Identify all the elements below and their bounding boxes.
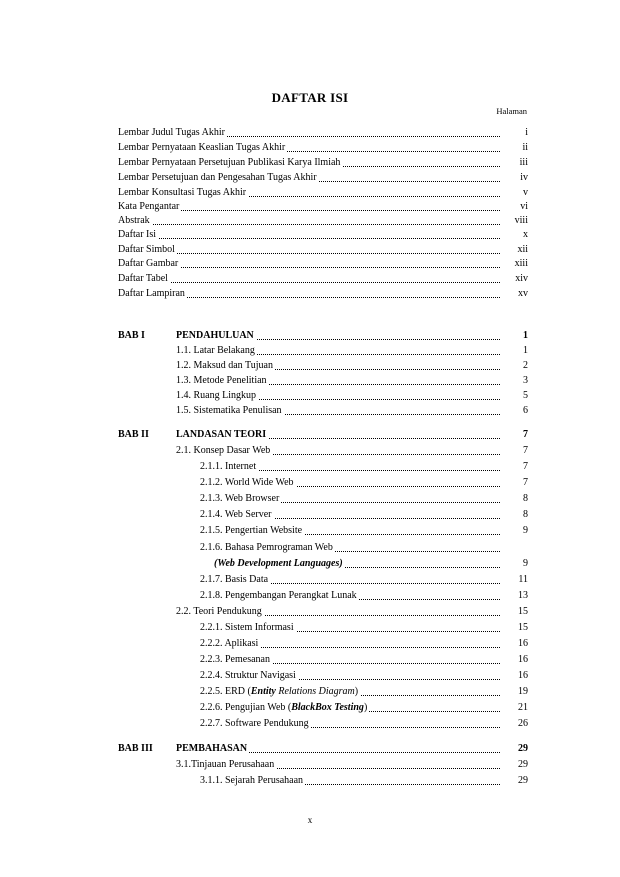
- toc-entry-page: v: [523, 187, 528, 198]
- toc-entry-label: Daftar Simbol: [118, 244, 175, 255]
- toc-entry[interactable]: [118, 589, 528, 603]
- leader-dots: [118, 238, 500, 239]
- toc-entry[interactable]: [118, 492, 528, 506]
- toc-entry-page: 15: [518, 622, 528, 633]
- toc-entry-label: 1.3. Metode Penelitian: [176, 375, 267, 386]
- toc-entry-page: 7: [523, 445, 528, 456]
- toc-entry[interactable]: [118, 156, 528, 170]
- toc-entry-label: Lembar Konsultasi Tugas Akhir: [118, 187, 247, 198]
- toc-entry[interactable]: [118, 404, 528, 418]
- toc-entry-page: 9: [523, 525, 528, 536]
- leader-dots: [118, 224, 500, 225]
- toc-entry-page: i: [525, 127, 528, 138]
- toc-entry-page: 29: [518, 759, 528, 770]
- toc-entry-label: Daftar Lampiran: [118, 288, 185, 299]
- toc-entry-label: 1.1. Latar Belakang: [176, 345, 255, 356]
- toc-entry-label: 2.1.3. Web Browser: [200, 493, 280, 504]
- halaman-label: Halaman: [496, 106, 527, 116]
- toc-entry-label: 2.2.7. Software Pendukung: [200, 718, 309, 729]
- toc-entry-label: 1.2. Maksud dan Tujuan: [176, 360, 273, 371]
- toc-entry-page: 7: [523, 477, 528, 488]
- toc-entry-page: viii: [514, 215, 528, 226]
- toc-entry-label: Daftar Gambar: [118, 258, 179, 269]
- toc-entry[interactable]: [118, 524, 528, 538]
- chapter-heading[interactable]: [118, 329, 528, 343]
- chapter-heading[interactable]: [118, 742, 528, 756]
- toc-entry-label: Daftar Tabel: [118, 273, 168, 284]
- toc-entry-page: 1: [523, 345, 528, 356]
- toc-entry-label: 3.1.Tinjauan Perusahaan: [176, 759, 275, 770]
- toc-entry[interactable]: [118, 359, 528, 373]
- toc-entry-label: 2.2.6. Pengujian Web (BlackBox Testing): [200, 702, 368, 713]
- toc-entry-page: 8: [523, 509, 528, 520]
- toc-entry[interactable]: [118, 141, 528, 155]
- toc-entry-label: 2.1.8. Pengembangan Perangkat Lunak: [200, 590, 357, 601]
- chapter-number: BAB I: [118, 330, 145, 341]
- toc-entry[interactable]: [118, 389, 528, 403]
- toc-entry-label: 2.1. Konsep Dasar Web: [176, 445, 271, 456]
- toc-entry[interactable]: [118, 701, 528, 715]
- toc-entry-label: Lembar Pernyataan Keaslian Tugas Akhir: [118, 142, 286, 153]
- chapter-title: LANDASAN TEORI: [176, 429, 267, 440]
- chapter-title: PENDAHULUAN: [176, 330, 254, 341]
- toc-entry[interactable]: [118, 476, 528, 490]
- toc-entry-page: xiii: [514, 258, 528, 269]
- toc-entry-label: 2.2.3. Pemesanan: [200, 654, 270, 665]
- toc-entry[interactable]: [118, 171, 528, 185]
- toc-entry[interactable]: [118, 374, 528, 388]
- toc-entry[interactable]: [118, 758, 528, 772]
- toc-entry-label: Lembar Persetujuan dan Pengesahan Tugas Akhir: [118, 172, 317, 183]
- toc-entry[interactable]: [118, 214, 528, 228]
- toc-entry-label: 2.1.5. Pengertian Website: [200, 525, 303, 536]
- toc-entry-label: 2.1.4. Web Server: [200, 509, 272, 520]
- toc-entry-page: 13: [518, 590, 528, 601]
- toc-entry-page: 6: [523, 405, 528, 416]
- toc-entry[interactable]: [118, 272, 528, 286]
- toc-entry-label: 1.5. Sistematika Penulisan: [176, 405, 282, 416]
- toc-entry[interactable]: [118, 228, 528, 242]
- toc-entry[interactable]: [118, 685, 528, 699]
- page-title: DAFTAR ISI: [271, 90, 349, 105]
- toc-entry[interactable]: [118, 541, 528, 555]
- toc-entry[interactable]: [118, 460, 528, 474]
- toc-entry[interactable]: [118, 605, 528, 619]
- toc-entry[interactable]: [118, 774, 528, 788]
- toc-entry[interactable]: [118, 653, 528, 667]
- toc-entry-label: 2.1.1. Internet: [200, 461, 257, 472]
- toc-entry-label: 2.2.5. ERD (Entity Relations Diagram): [200, 686, 359, 697]
- toc-entry-page: xv: [518, 288, 528, 299]
- chapter-number: BAB II: [118, 429, 149, 440]
- toc-entry-page: xii: [517, 244, 528, 255]
- toc-entry[interactable]: [118, 557, 528, 571]
- chapter-number: BAB III: [118, 743, 153, 754]
- toc-entry-page: vi: [520, 201, 528, 212]
- toc-entry-page: 21: [518, 702, 528, 713]
- page-number-footer: x: [307, 815, 313, 825]
- toc-entry-label: Lembar Pernyataan Persetujuan Publikasi Karya Ilmiah: [118, 157, 341, 168]
- toc-entry[interactable]: [118, 669, 528, 683]
- toc-entry[interactable]: [118, 637, 528, 651]
- toc-entry-label: 2.2.2. Aplikasi: [200, 638, 259, 649]
- toc-entry-page: 7: [523, 461, 528, 472]
- toc-entry-label: (Web Development Languages): [214, 558, 343, 569]
- toc-entry-label: 1.4. Ruang Lingkup: [176, 390, 256, 401]
- toc-entry-page: 3: [523, 375, 528, 386]
- toc-entry-page: 5: [523, 390, 528, 401]
- chapter-page: 29: [518, 743, 528, 754]
- toc-entry-page: 19: [518, 686, 528, 697]
- toc-entry-label: 3.1.1. Sejarah Perusahaan: [200, 775, 304, 786]
- leader-dots: [118, 282, 500, 283]
- toc-entry-page: 29: [518, 775, 528, 786]
- toc-entry[interactable]: [118, 126, 528, 140]
- toc-entry-page: 15: [518, 606, 528, 617]
- toc-entry-page: xiv: [515, 273, 528, 284]
- toc-entry[interactable]: [118, 444, 528, 458]
- toc-entry[interactable]: [118, 200, 528, 214]
- toc-entry-label: 2.2.1. Sistem Informasi: [200, 622, 294, 633]
- toc-entry-label: 2.2. Teori Pendukung: [176, 606, 262, 617]
- toc-entry[interactable]: [118, 287, 528, 301]
- toc-entry[interactable]: [118, 573, 528, 587]
- chapter-page: 7: [523, 429, 528, 440]
- toc-entry-label: 2.1.2. World Wide Web: [200, 477, 294, 488]
- toc-entry-page: 11: [518, 574, 528, 585]
- toc-entry-page: 16: [518, 654, 528, 665]
- chapter-heading[interactable]: [118, 428, 528, 442]
- toc-entry[interactable]: [118, 508, 528, 522]
- toc-entry-page: x: [523, 229, 528, 240]
- toc-entry-page: ii: [522, 142, 528, 153]
- toc-entry-page: iv: [520, 172, 528, 183]
- toc-entry-page: 16: [518, 638, 528, 649]
- toc-entry-page: iii: [519, 157, 528, 168]
- toc-entry[interactable]: [118, 243, 528, 257]
- toc-entry-label: Lembar Judul Tugas Akhir: [118, 127, 225, 138]
- toc-entry[interactable]: [118, 717, 528, 731]
- toc-entry-label: 2.1.7. Basis Data: [200, 574, 269, 585]
- toc-entry-label: Kata Pengantar: [118, 201, 180, 212]
- chapter-title: PEMBAHASAN: [176, 743, 248, 754]
- toc-entry[interactable]: [118, 621, 528, 635]
- toc-entry-label: Daftar Isi: [118, 229, 157, 240]
- toc-entry[interactable]: [118, 344, 528, 358]
- toc-entry-page: 26: [518, 718, 528, 729]
- toc-entry-page: 16: [518, 670, 528, 681]
- toc-entry[interactable]: [118, 186, 528, 200]
- toc-entry-label: 2.1.6. Bahasa Pemrograman Web: [200, 542, 333, 553]
- toc-entry-page: 8: [523, 493, 528, 504]
- toc-entry-page: 2: [523, 360, 528, 371]
- toc-entry[interactable]: [118, 257, 528, 271]
- chapter-page: 1: [523, 330, 528, 341]
- toc-entry-label: Abstrak: [118, 215, 150, 226]
- toc-entry-page: 9: [523, 558, 528, 569]
- toc-entry-label: 2.2.4. Struktur Navigasi: [200, 670, 296, 681]
